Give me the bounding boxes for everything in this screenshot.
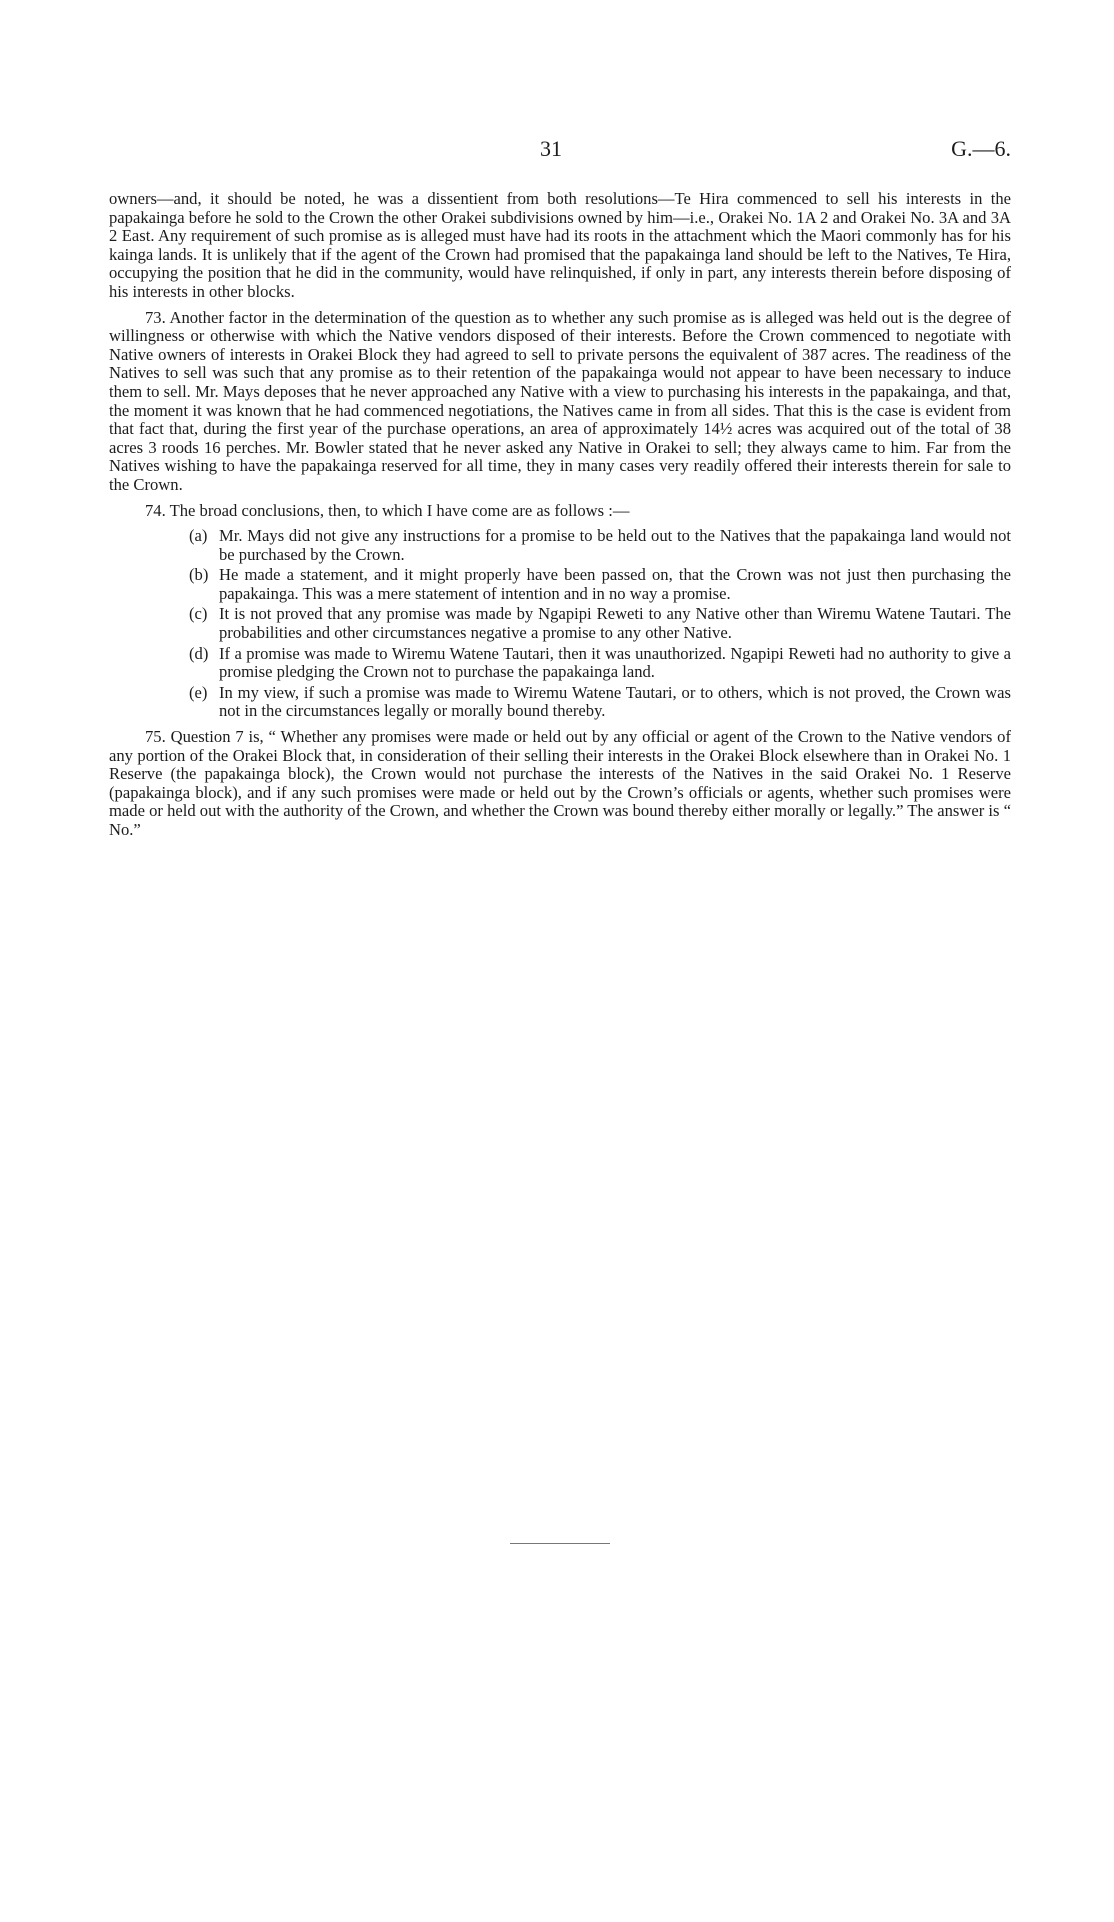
document-reference: G.—6.	[951, 136, 1011, 161]
paragraph-73: 73. Another factor in the determination of the question as to whether any such promise as is alleged was held out is the degree of willingness or otherwise with which the Native vendors disposed of their interests. Before the Crown commenced to negotiate with Native owners of interests in Orakei Block they had agreed to sell to private persons the equivalent of 387 acres. The readiness of the Natives to sell was such that any promise as to their retention of the papakainga would not appear to have been necessary to induce them to sell. Mr. Mays deposes that he never approached any Native with a view to purchasing his interests in the papakainga, and that, the moment it was known that he had commenced negotiations, the Natives came in from all sides. That this is the case is evident from that fact that, during the first year of the purchase operations, an area of approximately 14½ acres was acquired out of the total of 38 acres 3 roods 16 perches. Mr. Bowler stated that he never asked any Native in Orakei to sell; they always came to him. Far from the Natives wishing to have the papakainga reserved for all time, they in many cases very readily offered their interests therein for sale to the Crown.	[109, 307, 1011, 494]
paragraph-74: 74. The broad conclusions, then, to which I have come are as follows :—	[145, 500, 630, 520]
page-header	[0, 136, 1114, 166]
page-number: 31	[540, 136, 562, 161]
list-item	[189, 527, 1011, 564]
list-marker: (d)	[189, 643, 209, 663]
list-marker: (a)	[189, 526, 208, 546]
list-marker: (b)	[189, 565, 209, 585]
list-item	[189, 645, 1011, 682]
list-marker: (e)	[189, 682, 208, 702]
list-item	[189, 566, 1011, 603]
paragraph-continuation: owners—and, it should be noted, he was a dissentient from both resolutions—Te Hira commenced to sell his interests in the papakainga before he sold to the Crown the other Orakei subdivisions owned by him—i.e., Orakei No. 1A 2 and Orakei No. 3A and 3A 2 East. Any requirement of such promise as is alleged must have had its roots in the attachment which the Maori commonly has for his kainga lands. It is unlikely that if the agent of the Crown had promised that the papakainga land should be left to the Natives, Te Hira, occupying the position that he did in the community, would have relinquished, if only in part, any interests therein before disposing of his interests in other blocks.	[109, 189, 1011, 301]
end-divider	[510, 1543, 610, 1544]
list-marker: (c)	[189, 604, 208, 624]
list-item-text: In my view, if such a promise was made to Wiremu Watene Tautari, or to others, which is not proved, the Crown was not in the circumstances legally or morally bound thereby.	[219, 682, 1011, 721]
list-item	[189, 605, 1011, 642]
list-item-text: If a promise was made to Wiremu Watene Tautari, then it was unauthorized. Ngapipi Reweti had no authority to give a promise pledging the Crown not to purchase the papakainga land.	[219, 643, 1011, 682]
list-item-text: Mr. Mays did not give any instructions for a promise to be held out to the Natives that the papakainga land would not be purchased by the Crown.	[219, 526, 1011, 564]
list-item-text: He made a statement, and it might properly have been passed on, that the Crown was not just then purchasing the papakainga. This was a mere statement of intention and in no way a promise.	[219, 565, 1011, 603]
list-item	[189, 684, 1011, 721]
conclusions-list	[109, 527, 1011, 721]
list-item-text: It is not proved that any promise was made by Ngapipi Reweti to any Native other than Wiremu Watene Tautari. The probabilities and other circumstances negative a promise to any other Native.	[219, 604, 1011, 643]
body-text	[109, 190, 1011, 847]
paragraph-75: 75. Question 7 is, “ Whether any promises were made or held out by any official or agent of the Crown to the Native vendors of any portion of the Orakei Block that, in consideration of their selling their interests in the Orakei Block elsewhere than in Orakei No. 1 Reserve (the papakainga block), the Crown would not purchase the interests of the Natives in the said Orakei No. 1 Reserve (papakainga block), and if any such promises were made or held out by the Crown’s officials or agents, whether such promises were made or held out with the authority of the Crown, and whether the Crown was bound thereby either morally or legally.” The answer is “ No.”	[109, 727, 1011, 839]
